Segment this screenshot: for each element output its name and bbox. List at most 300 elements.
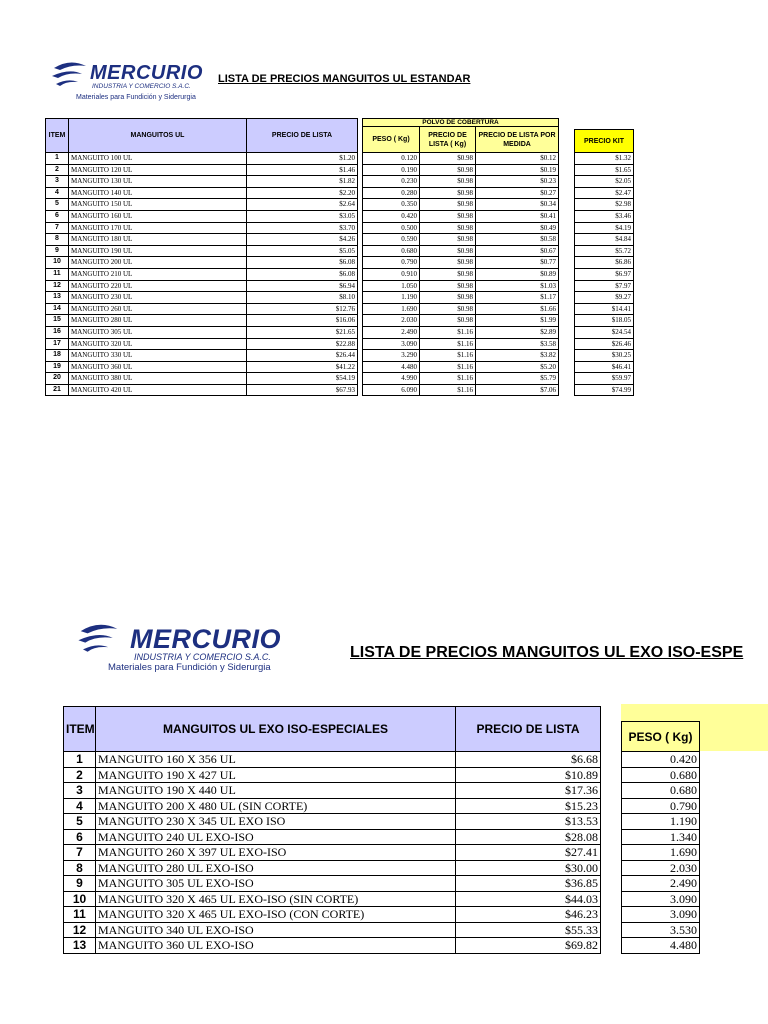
table-row xyxy=(46,280,358,292)
item-number: 5 xyxy=(46,199,69,211)
list-price: $30.00 xyxy=(456,860,601,876)
list-price: $16.06 xyxy=(247,315,358,327)
price-per-measure: $0.41 xyxy=(476,210,559,222)
product-name: MANGUITO 340 UL EXO-ISO xyxy=(96,922,456,938)
price-per-measure: $0.49 xyxy=(476,222,559,234)
kit-price: $26.46 xyxy=(575,338,634,350)
item-number: 12 xyxy=(64,922,96,938)
product-name: MANGUITO 260 UL xyxy=(69,303,247,315)
weight-kg: 0.680 xyxy=(363,245,420,257)
item-number: 17 xyxy=(46,338,69,350)
product-name: MANGUITO 280 UL xyxy=(69,315,247,327)
table-row xyxy=(46,164,358,176)
price-per-kg: $1.16 xyxy=(420,338,476,350)
header-price-per-kg: PRECIO DE LISTA ( Kg) xyxy=(420,127,476,153)
table-row xyxy=(575,292,634,304)
table-row xyxy=(64,767,601,783)
page-title-standard: LISTA DE PRECIOS MANGUITOS UL ESTANDAR xyxy=(218,73,471,85)
item-number: 4 xyxy=(64,798,96,814)
table-row xyxy=(575,384,634,396)
weight-kg: 0.420 xyxy=(363,210,420,222)
product-name: MANGUITO 305 UL xyxy=(69,326,247,338)
table-row xyxy=(46,210,358,222)
list-price: $5.05 xyxy=(247,245,358,257)
list-price: $12.76 xyxy=(247,303,358,315)
price-per-kg: $1.16 xyxy=(420,361,476,373)
weight-kg: 2.030 xyxy=(363,315,420,327)
product-name: MANGUITO 130 UL xyxy=(69,176,247,188)
weight-kg: 0.120 xyxy=(363,153,420,165)
table-row xyxy=(363,164,559,176)
product-name: MANGUITO 180 UL xyxy=(69,234,247,246)
product-name: MANGUITO 190 X 427 UL xyxy=(96,767,456,783)
page-title-exo-iso: LISTA DE PRECIOS MANGUITOS UL EXO ISO-ESPE xyxy=(350,644,744,661)
weight-kg: 0.910 xyxy=(363,268,420,280)
table-row xyxy=(575,176,634,188)
weight-kg: 0.790 xyxy=(622,798,700,814)
table-row xyxy=(363,384,559,396)
kit-price: $46.41 xyxy=(575,361,634,373)
list-price: $17.36 xyxy=(456,783,601,799)
kit-price: $18.05 xyxy=(575,315,634,327)
table-row xyxy=(363,315,559,327)
item-number: 13 xyxy=(64,938,96,954)
product-name: MANGUITO 330 UL xyxy=(69,350,247,362)
item-number: 2 xyxy=(64,767,96,783)
item-number: 8 xyxy=(46,234,69,246)
table-row xyxy=(64,891,601,907)
price-per-measure: $7.06 xyxy=(476,384,559,396)
list-price: $2.64 xyxy=(247,199,358,211)
header-item: ITEM xyxy=(64,707,96,752)
kit-price: $1.32 xyxy=(575,153,634,165)
product-name: MANGUITO 160 UL xyxy=(69,210,247,222)
logo-tagline: Materiales para Fundición y Siderurgia xyxy=(76,94,196,101)
table-row xyxy=(622,876,700,892)
price-per-measure: $3.58 xyxy=(476,338,559,350)
weight-kg: 2.030 xyxy=(622,860,700,876)
item-number: 21 xyxy=(46,384,69,396)
table-row xyxy=(363,210,559,222)
price-per-measure: $0.27 xyxy=(476,187,559,199)
price-per-kg: $0.98 xyxy=(420,315,476,327)
kit-price: $2.98 xyxy=(575,199,634,211)
table-row xyxy=(46,373,358,385)
table-row xyxy=(46,153,358,165)
list-price: $1.46 xyxy=(247,164,358,176)
product-name: MANGUITO 320 X 465 UL EXO-ISO (SIN CORTE) xyxy=(96,891,456,907)
price-per-kg: $0.98 xyxy=(420,222,476,234)
list-price: $2.20 xyxy=(247,187,358,199)
item-number: 7 xyxy=(64,845,96,861)
table-row xyxy=(46,268,358,280)
price-per-kg: $0.98 xyxy=(420,153,476,165)
product-name: MANGUITO 360 UL EXO-ISO xyxy=(96,938,456,954)
list-price: $22.88 xyxy=(247,338,358,350)
table-row xyxy=(622,829,700,845)
price-per-measure: $0.34 xyxy=(476,199,559,211)
table-row xyxy=(575,245,634,257)
price-per-kg: $1.16 xyxy=(420,326,476,338)
table-row xyxy=(622,752,700,768)
weight-kg: 0.230 xyxy=(363,176,420,188)
list-price: $46.23 xyxy=(456,907,601,923)
table-row xyxy=(46,199,358,211)
item-number: 20 xyxy=(46,373,69,385)
table-row xyxy=(46,361,358,373)
weight-kg: 0.680 xyxy=(622,767,700,783)
table-row xyxy=(622,922,700,938)
header-price-per-measure: PRECIO DE LISTA POR MEDIDA xyxy=(476,127,559,153)
price-per-measure: $0.19 xyxy=(476,164,559,176)
table-row xyxy=(575,373,634,385)
kit-price: $1.65 xyxy=(575,164,634,176)
list-price: $3.70 xyxy=(247,222,358,234)
item-number: 15 xyxy=(46,315,69,327)
item-number: 16 xyxy=(46,326,69,338)
product-name: MANGUITO 210 UL xyxy=(69,268,247,280)
price-per-measure: $0.12 xyxy=(476,153,559,165)
product-name: MANGUITO 305 UL EXO-ISO xyxy=(96,876,456,892)
price-per-measure: $2.89 xyxy=(476,326,559,338)
table-row xyxy=(622,845,700,861)
kit-price: $2.47 xyxy=(575,187,634,199)
kit-price: $30.25 xyxy=(575,350,634,362)
header-description: MANGUITOS UL EXO ISO-ESPECIALES xyxy=(96,707,456,752)
price-per-measure: $1.99 xyxy=(476,315,559,327)
table-row xyxy=(64,860,601,876)
table-row xyxy=(64,938,601,954)
table-row xyxy=(46,234,358,246)
list-price: $21.65 xyxy=(247,326,358,338)
header-list-price: PRECIO DE LISTA xyxy=(247,119,358,153)
table-row xyxy=(575,326,634,338)
table-row xyxy=(363,176,559,188)
item-number: 8 xyxy=(64,860,96,876)
product-name: MANGUITO 360 UL xyxy=(69,361,247,373)
price-per-kg: $0.98 xyxy=(420,234,476,246)
table-row xyxy=(575,210,634,222)
item-number: 4 xyxy=(46,187,69,199)
kit-price: $14.41 xyxy=(575,303,634,315)
table-row xyxy=(64,845,601,861)
item-number: 1 xyxy=(46,153,69,165)
product-name: MANGUITO 380 UL xyxy=(69,373,247,385)
table-row xyxy=(363,245,559,257)
weight-kg: 1.340 xyxy=(622,829,700,845)
table-row xyxy=(46,326,358,338)
table-row xyxy=(575,199,634,211)
price-per-kg: $1.16 xyxy=(420,373,476,385)
price-per-kg: $0.98 xyxy=(420,176,476,188)
logo-mark-icon xyxy=(52,60,88,88)
product-name: MANGUITO 190 UL xyxy=(69,245,247,257)
table-row xyxy=(64,814,601,830)
price-per-measure: $0.58 xyxy=(476,234,559,246)
kit-price: $2.05 xyxy=(575,176,634,188)
list-price: $41.22 xyxy=(247,361,358,373)
table-row xyxy=(575,153,634,165)
table-row xyxy=(363,338,559,350)
list-price: $6.68 xyxy=(456,752,601,768)
product-name: MANGUITO 120 UL xyxy=(69,164,247,176)
table-row xyxy=(622,814,700,830)
table-row xyxy=(575,338,634,350)
table-row xyxy=(363,326,559,338)
table-row xyxy=(575,350,634,362)
table-row xyxy=(64,798,601,814)
item-number: 11 xyxy=(46,268,69,280)
kit-price: $9.27 xyxy=(575,292,634,304)
list-price: $28.08 xyxy=(456,829,601,845)
kit-price: $6.97 xyxy=(575,268,634,280)
list-price: $36.85 xyxy=(456,876,601,892)
weight-kg: 0.680 xyxy=(622,783,700,799)
weight-kg: 3.090 xyxy=(622,891,700,907)
item-number: 6 xyxy=(64,829,96,845)
table-row xyxy=(622,767,700,783)
logo-brand: MERCURIO xyxy=(130,624,281,654)
table-row xyxy=(363,373,559,385)
weight-kg: 0.420 xyxy=(622,752,700,768)
logo-subtitle: INDUSTRIA Y COMERCIO S.A.C. xyxy=(134,652,271,662)
table-row xyxy=(575,361,634,373)
table-row xyxy=(46,292,358,304)
header-item: ITEM xyxy=(46,119,69,153)
item-number: 13 xyxy=(46,292,69,304)
table-row xyxy=(363,303,559,315)
table-row xyxy=(575,280,634,292)
product-name: MANGUITO 200 UL xyxy=(69,257,247,269)
item-number: 14 xyxy=(46,303,69,315)
product-name: MANGUITO 280 UL EXO-ISO xyxy=(96,860,456,876)
logo-tagline: Materiales para Fundición y Siderurgia xyxy=(108,662,271,673)
table-row xyxy=(622,891,700,907)
price-per-measure: $0.23 xyxy=(476,176,559,188)
product-name: MANGUITO 190 X 440 UL xyxy=(96,783,456,799)
table-row xyxy=(46,350,358,362)
table-row xyxy=(64,783,601,799)
list-price: $10.89 xyxy=(456,767,601,783)
logo-mark-icon xyxy=(72,622,126,654)
table-row xyxy=(622,798,700,814)
price-per-kg: $0.98 xyxy=(420,245,476,257)
price-per-measure: $5.79 xyxy=(476,373,559,385)
list-price: $6.08 xyxy=(247,268,358,280)
logo-brand: MERCURIO xyxy=(90,62,203,84)
table-row xyxy=(363,153,559,165)
kit-price-table xyxy=(574,129,634,396)
item-number: 18 xyxy=(46,350,69,362)
table-row xyxy=(575,187,634,199)
table-row xyxy=(363,187,559,199)
list-price: $27.41 xyxy=(456,845,601,861)
product-name: MANGUITO 420 UL xyxy=(69,384,247,396)
company-logo xyxy=(52,60,202,106)
product-name: MANGUITO 240 UL EXO-ISO xyxy=(96,829,456,845)
price-per-kg: $0.98 xyxy=(420,292,476,304)
price-per-measure: $0.77 xyxy=(476,257,559,269)
item-number: 3 xyxy=(64,783,96,799)
table-row xyxy=(64,752,601,768)
price-per-kg: $0.98 xyxy=(420,268,476,280)
item-number: 9 xyxy=(64,876,96,892)
product-name: MANGUITO 170 UL xyxy=(69,222,247,234)
table-row xyxy=(64,907,601,923)
weight-kg: 1.690 xyxy=(363,303,420,315)
table-row xyxy=(46,303,358,315)
table-row xyxy=(46,176,358,188)
product-name: MANGUITO 320 X 465 UL EXO-ISO (CON CORTE) xyxy=(96,907,456,923)
product-name: MANGUITO 150 UL xyxy=(69,199,247,211)
kit-price: $4.84 xyxy=(575,234,634,246)
table-row xyxy=(363,292,559,304)
product-name: MANGUITO 100 UL xyxy=(69,153,247,165)
list-price: $54.19 xyxy=(247,373,358,385)
item-number: 2 xyxy=(46,164,69,176)
list-price: $6.94 xyxy=(247,280,358,292)
price-per-kg: $0.98 xyxy=(420,187,476,199)
table-row xyxy=(575,268,634,280)
list-price: $4.26 xyxy=(247,234,358,246)
weight-kg: 4.480 xyxy=(622,938,700,954)
table-row xyxy=(622,938,700,954)
weight-kg: 4.990 xyxy=(363,373,420,385)
table-row xyxy=(363,268,559,280)
item-number: 11 xyxy=(64,907,96,923)
weight-kg: 2.490 xyxy=(363,326,420,338)
item-number: 10 xyxy=(46,257,69,269)
kit-price: $59.97 xyxy=(575,373,634,385)
price-per-kg: $1.16 xyxy=(420,350,476,362)
item-number: 9 xyxy=(46,245,69,257)
price-per-measure: $1.66 xyxy=(476,303,559,315)
powder-coverage-table xyxy=(362,118,559,396)
table-row xyxy=(46,222,358,234)
weight-kg: 0.500 xyxy=(363,222,420,234)
kit-price: $6.86 xyxy=(575,257,634,269)
table-row xyxy=(363,361,559,373)
price-per-measure: $1.03 xyxy=(476,280,559,292)
list-price: $8.10 xyxy=(247,292,358,304)
item-number: 19 xyxy=(46,361,69,373)
table-row xyxy=(46,315,358,327)
price-per-kg: $1.16 xyxy=(420,384,476,396)
list-price: $1.20 xyxy=(247,153,358,165)
weight-kg: 1.190 xyxy=(363,292,420,304)
kit-price: $5.72 xyxy=(575,245,634,257)
weight-kg: 0.350 xyxy=(363,199,420,211)
table-row xyxy=(363,280,559,292)
table-row xyxy=(622,907,700,923)
weight-kg: 1.050 xyxy=(363,280,420,292)
weight-kg: 3.290 xyxy=(363,350,420,362)
table-row xyxy=(575,257,634,269)
weight-kg: 6.090 xyxy=(363,384,420,396)
weight-kg: 0.190 xyxy=(363,164,420,176)
header-description: MANGUITOS UL xyxy=(69,119,247,153)
table-row xyxy=(575,234,634,246)
price-per-kg: $0.98 xyxy=(420,164,476,176)
table-row xyxy=(575,222,634,234)
list-price: $26.44 xyxy=(247,350,358,362)
table-row xyxy=(46,245,358,257)
product-name: MANGUITO 160 X 356 UL xyxy=(96,752,456,768)
table-row xyxy=(64,876,601,892)
weight-kg: 3.090 xyxy=(363,338,420,350)
list-price: $55.33 xyxy=(456,922,601,938)
weight-kg: 0.590 xyxy=(363,234,420,246)
header-weight: PESO ( Kg) xyxy=(363,127,420,153)
list-price: $44.03 xyxy=(456,891,601,907)
table-row xyxy=(46,187,358,199)
exo-iso-price-table xyxy=(63,706,601,954)
weight-kg: 3.530 xyxy=(622,922,700,938)
weight-kg: 3.090 xyxy=(622,907,700,923)
header-powder-group: POLVO DE COBERTURA xyxy=(363,119,559,127)
header-list-price: PRECIO DE LISTA xyxy=(456,707,601,752)
price-per-measure: $5.20 xyxy=(476,361,559,373)
list-price: $67.93 xyxy=(247,384,358,396)
kit-price: $3.46 xyxy=(575,210,634,222)
list-price: $1.82 xyxy=(247,176,358,188)
product-name: MANGUITO 230 UL xyxy=(69,292,247,304)
price-per-kg: $0.98 xyxy=(420,303,476,315)
table-row xyxy=(64,829,601,845)
price-per-measure: $0.67 xyxy=(476,245,559,257)
product-name: MANGUITO 220 UL xyxy=(69,280,247,292)
list-price: $13.53 xyxy=(456,814,601,830)
header-weight: PESO ( Kg) xyxy=(622,722,700,752)
weight-kg: 0.790 xyxy=(363,257,420,269)
table-row xyxy=(46,384,358,396)
kit-price: $7.97 xyxy=(575,280,634,292)
list-price: $15.23 xyxy=(456,798,601,814)
standard-price-table xyxy=(45,118,358,396)
item-number: 7 xyxy=(46,222,69,234)
list-price: $69.82 xyxy=(456,938,601,954)
product-name: MANGUITO 140 UL xyxy=(69,187,247,199)
kit-price: $74.99 xyxy=(575,384,634,396)
product-name: MANGUITO 200 X 480 UL (SIN CORTE) xyxy=(96,798,456,814)
table-row xyxy=(46,257,358,269)
table-row xyxy=(575,164,634,176)
header-kit-price: PRECIO KIT xyxy=(575,130,634,153)
table-row xyxy=(64,922,601,938)
table-row xyxy=(575,315,634,327)
weight-kg: 1.690 xyxy=(622,845,700,861)
list-price: $6.08 xyxy=(247,257,358,269)
table-row xyxy=(363,257,559,269)
item-number: 6 xyxy=(46,210,69,222)
item-number: 3 xyxy=(46,176,69,188)
weight-kg: 2.490 xyxy=(622,876,700,892)
kit-price: $4.19 xyxy=(575,222,634,234)
price-per-measure: $3.82 xyxy=(476,350,559,362)
table-row xyxy=(363,234,559,246)
item-number: 5 xyxy=(64,814,96,830)
table-row xyxy=(363,350,559,362)
weight-kg: 1.190 xyxy=(622,814,700,830)
exo-iso-weight-table xyxy=(621,721,700,954)
weight-kg: 4.480 xyxy=(363,361,420,373)
product-name: MANGUITO 320 UL xyxy=(69,338,247,350)
table-row xyxy=(363,199,559,211)
kit-price: $24.54 xyxy=(575,326,634,338)
table-row xyxy=(46,338,358,350)
item-number: 10 xyxy=(64,891,96,907)
price-per-kg: $0.98 xyxy=(420,257,476,269)
